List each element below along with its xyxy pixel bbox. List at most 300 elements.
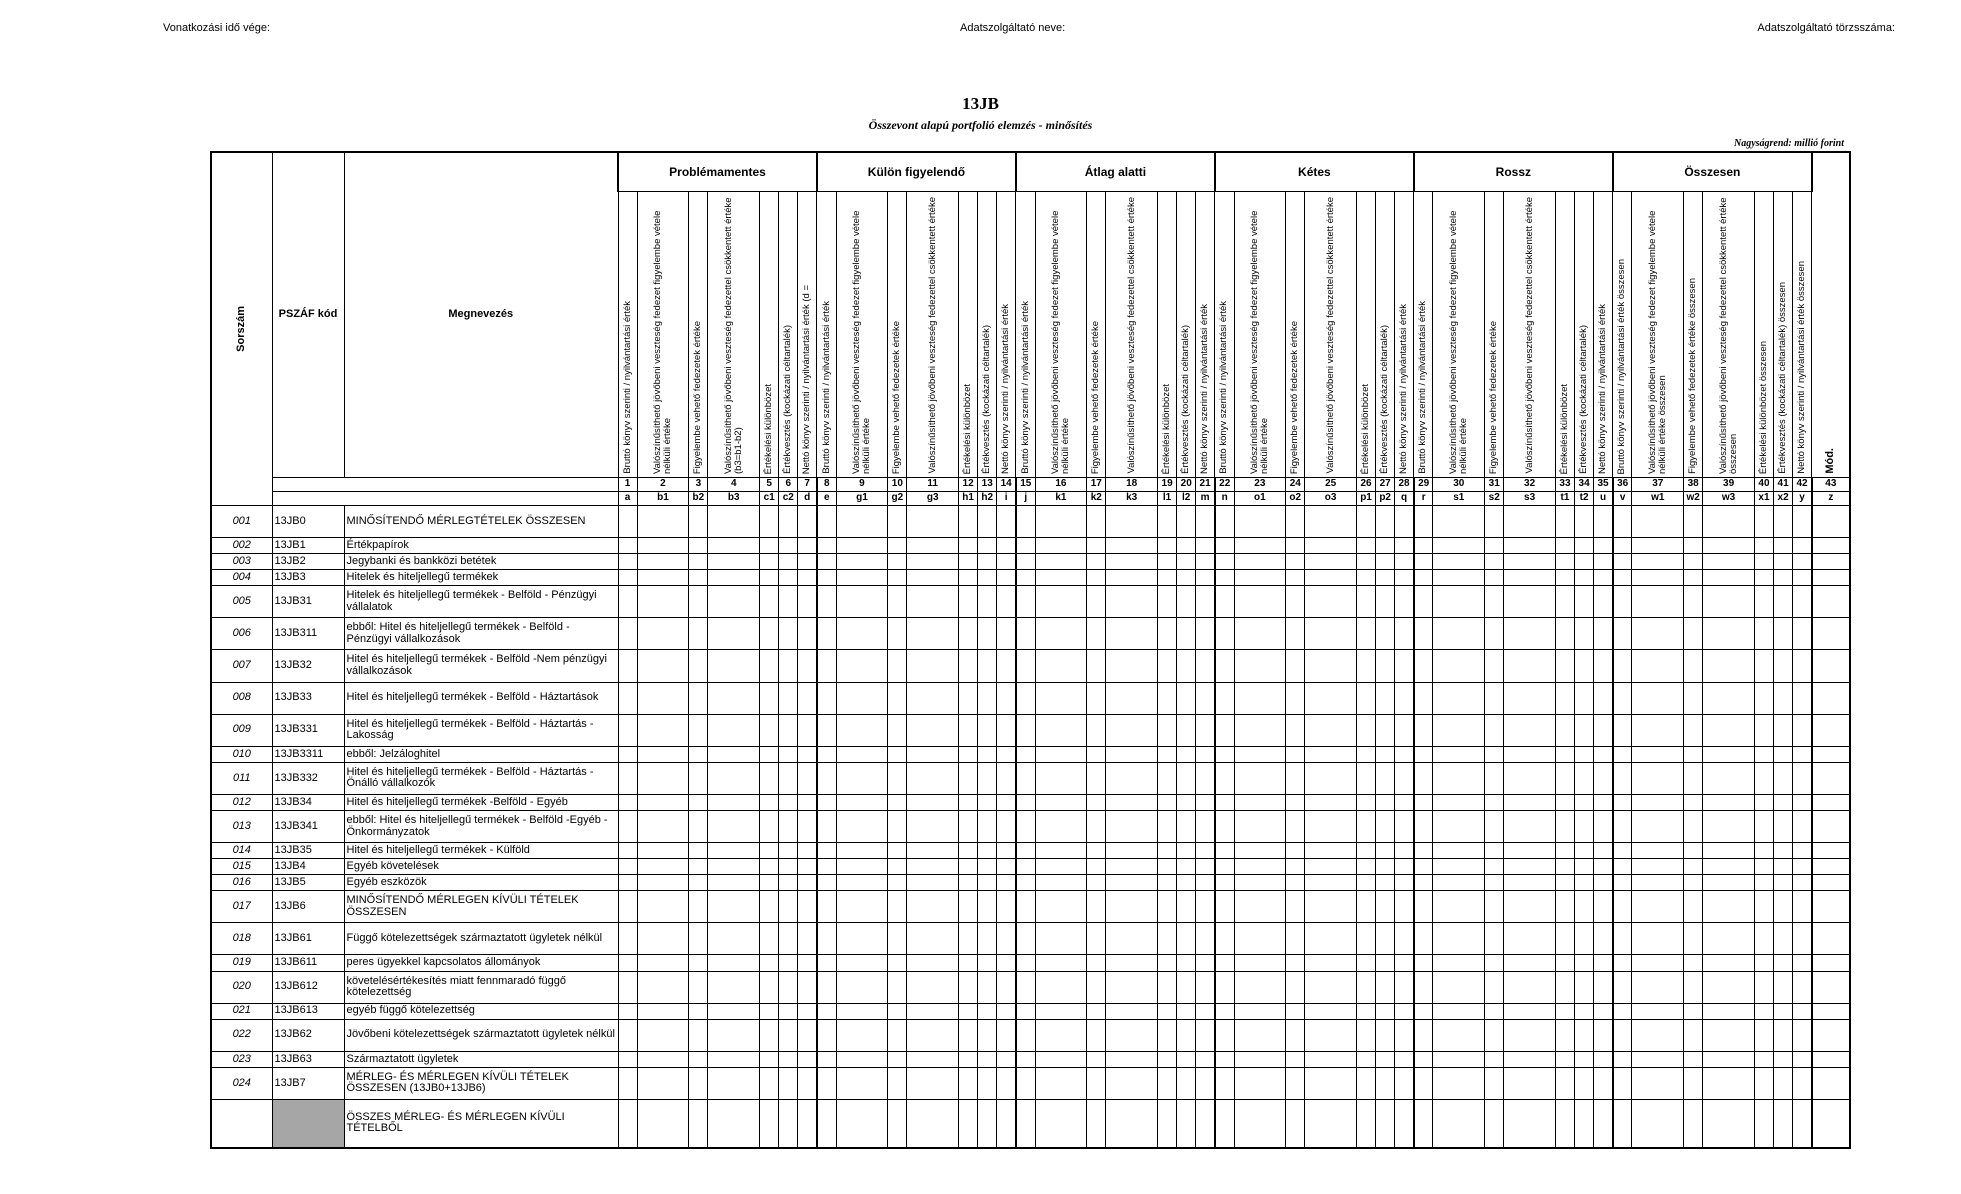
data-entry-cell[interactable] — [1376, 714, 1395, 746]
mod-entry-cell[interactable] — [1812, 875, 1850, 891]
data-entry-cell[interactable] — [978, 1099, 997, 1148]
data-entry-cell[interactable] — [1376, 1067, 1395, 1099]
data-entry-cell[interactable] — [1613, 923, 1632, 955]
data-entry-cell[interactable] — [798, 506, 817, 538]
data-entry-cell[interactable] — [1575, 1003, 1594, 1019]
data-entry-cell[interactable] — [689, 843, 708, 859]
mod-entry-cell[interactable] — [1812, 1067, 1850, 1099]
mod-entry-cell[interactable] — [1812, 1051, 1850, 1067]
data-entry-cell[interactable] — [1703, 891, 1755, 923]
data-entry-cell[interactable] — [1196, 506, 1215, 538]
data-entry-cell[interactable] — [689, 554, 708, 570]
data-entry-cell[interactable] — [1485, 1067, 1504, 1099]
data-entry-cell[interactable] — [1414, 955, 1433, 971]
data-entry-cell[interactable] — [1158, 923, 1177, 955]
data-entry-cell[interactable] — [1485, 923, 1504, 955]
data-entry-cell[interactable] — [1504, 586, 1556, 618]
data-entry-cell[interactable] — [1754, 554, 1773, 570]
mod-entry-cell[interactable] — [1812, 1019, 1850, 1051]
data-entry-cell[interactable] — [760, 714, 779, 746]
data-entry-cell[interactable] — [1305, 1051, 1357, 1067]
data-entry-cell[interactable] — [907, 714, 959, 746]
data-entry-cell[interactable] — [708, 650, 760, 682]
data-entry-cell[interactable] — [1376, 506, 1395, 538]
data-entry-cell[interactable] — [689, 859, 708, 875]
data-entry-cell[interactable] — [1575, 506, 1594, 538]
data-entry-cell[interactable] — [1305, 682, 1357, 714]
data-entry-cell[interactable] — [618, 1051, 637, 1067]
data-entry-cell[interactable] — [1215, 875, 1234, 891]
data-entry-cell[interactable] — [1177, 618, 1196, 650]
data-entry-cell[interactable] — [1106, 714, 1158, 746]
data-entry-cell[interactable] — [1395, 1099, 1414, 1148]
data-entry-cell[interactable] — [1286, 1051, 1305, 1067]
data-entry-cell[interactable] — [1087, 1019, 1106, 1051]
data-entry-cell[interactable] — [760, 538, 779, 554]
data-entry-cell[interactable] — [760, 971, 779, 1003]
data-entry-cell[interactable] — [618, 746, 637, 762]
data-entry-cell[interactable] — [637, 891, 689, 923]
data-entry-cell[interactable] — [1196, 1051, 1215, 1067]
data-entry-cell[interactable] — [1632, 1051, 1684, 1067]
data-entry-cell[interactable] — [1684, 875, 1703, 891]
data-entry-cell[interactable] — [997, 570, 1016, 586]
mod-entry-cell[interactable] — [1812, 811, 1850, 843]
data-entry-cell[interactable] — [1196, 794, 1215, 810]
data-entry-cell[interactable] — [817, 506, 836, 538]
data-entry-cell[interactable] — [888, 570, 907, 586]
data-entry-cell[interactable] — [1016, 650, 1035, 682]
data-entry-cell[interactable] — [689, 1099, 708, 1148]
data-entry-cell[interactable] — [1087, 714, 1106, 746]
data-entry-cell[interactable] — [708, 875, 760, 891]
data-entry-cell[interactable] — [1433, 891, 1485, 923]
data-entry-cell[interactable] — [1594, 570, 1613, 586]
data-entry-cell[interactable] — [1575, 811, 1594, 843]
data-entry-cell[interactable] — [1196, 682, 1215, 714]
data-entry-cell[interactable] — [1703, 682, 1755, 714]
data-entry-cell[interactable] — [1774, 570, 1793, 586]
data-entry-cell[interactable] — [1504, 682, 1556, 714]
data-entry-cell[interactable] — [1632, 1019, 1684, 1051]
data-entry-cell[interactable] — [1196, 586, 1215, 618]
data-entry-cell[interactable] — [618, 538, 637, 554]
data-entry-cell[interactable] — [1485, 1019, 1504, 1051]
data-entry-cell[interactable] — [708, 746, 760, 762]
data-entry-cell[interactable] — [888, 971, 907, 1003]
data-entry-cell[interactable] — [1684, 955, 1703, 971]
data-entry-cell[interactable] — [836, 746, 888, 762]
data-entry-cell[interactable] — [836, 570, 888, 586]
data-entry-cell[interactable] — [1177, 971, 1196, 1003]
data-entry-cell[interactable] — [1774, 955, 1793, 971]
data-entry-cell[interactable] — [1215, 762, 1234, 794]
data-entry-cell[interactable] — [1234, 682, 1286, 714]
data-entry-cell[interactable] — [1504, 506, 1556, 538]
data-entry-cell[interactable] — [1433, 762, 1485, 794]
data-entry-cell[interactable] — [997, 1019, 1016, 1051]
data-entry-cell[interactable] — [637, 570, 689, 586]
data-entry-cell[interactable] — [1215, 746, 1234, 762]
data-entry-cell[interactable] — [1177, 762, 1196, 794]
data-entry-cell[interactable] — [1594, 618, 1613, 650]
data-entry-cell[interactable] — [1158, 955, 1177, 971]
data-entry-cell[interactable] — [836, 618, 888, 650]
data-entry-cell[interactable] — [1376, 650, 1395, 682]
data-entry-cell[interactable] — [1684, 1051, 1703, 1067]
data-entry-cell[interactable] — [1158, 746, 1177, 762]
data-entry-cell[interactable] — [817, 538, 836, 554]
data-entry-cell[interactable] — [1016, 891, 1035, 923]
data-entry-cell[interactable] — [997, 794, 1016, 810]
data-entry-cell[interactable] — [1016, 955, 1035, 971]
data-entry-cell[interactable] — [1106, 682, 1158, 714]
data-entry-cell[interactable] — [637, 1051, 689, 1067]
data-entry-cell[interactable] — [1106, 811, 1158, 843]
mod-entry-cell[interactable] — [1812, 762, 1850, 794]
data-entry-cell[interactable] — [1414, 875, 1433, 891]
data-entry-cell[interactable] — [1703, 762, 1755, 794]
data-entry-cell[interactable] — [1087, 618, 1106, 650]
data-entry-cell[interactable] — [1215, 971, 1234, 1003]
data-entry-cell[interactable] — [1575, 538, 1594, 554]
data-entry-cell[interactable] — [1793, 538, 1812, 554]
data-entry-cell[interactable] — [1684, 971, 1703, 1003]
data-entry-cell[interactable] — [760, 682, 779, 714]
data-entry-cell[interactable] — [1632, 650, 1684, 682]
data-entry-cell[interactable] — [1395, 859, 1414, 875]
data-entry-cell[interactable] — [997, 682, 1016, 714]
data-entry-cell[interactable] — [1613, 1099, 1632, 1148]
mod-entry-cell[interactable] — [1812, 746, 1850, 762]
data-entry-cell[interactable] — [1305, 955, 1357, 971]
data-entry-cell[interactable] — [1793, 746, 1812, 762]
data-entry-cell[interactable] — [1177, 859, 1196, 875]
data-entry-cell[interactable] — [836, 1003, 888, 1019]
data-entry-cell[interactable] — [1234, 859, 1286, 875]
data-entry-cell[interactable] — [798, 570, 817, 586]
data-entry-cell[interactable] — [760, 859, 779, 875]
data-entry-cell[interactable] — [1035, 794, 1087, 810]
data-entry-cell[interactable] — [1613, 875, 1632, 891]
data-entry-cell[interactable] — [1106, 1067, 1158, 1099]
data-entry-cell[interactable] — [1555, 1067, 1574, 1099]
data-entry-cell[interactable] — [1016, 859, 1035, 875]
data-entry-cell[interactable] — [1106, 554, 1158, 570]
data-entry-cell[interactable] — [1035, 506, 1087, 538]
data-entry-cell[interactable] — [779, 1019, 798, 1051]
data-entry-cell[interactable] — [618, 554, 637, 570]
data-entry-cell[interactable] — [907, 618, 959, 650]
data-entry-cell[interactable] — [689, 538, 708, 554]
data-entry-cell[interactable] — [618, 762, 637, 794]
data-entry-cell[interactable] — [888, 843, 907, 859]
data-entry-cell[interactable] — [1356, 1051, 1375, 1067]
data-entry-cell[interactable] — [1395, 714, 1414, 746]
data-entry-cell[interactable] — [618, 955, 637, 971]
data-entry-cell[interactable] — [836, 794, 888, 810]
data-entry-cell[interactable] — [1196, 538, 1215, 554]
mod-entry-cell[interactable] — [1812, 1099, 1850, 1148]
data-entry-cell[interactable] — [1305, 506, 1357, 538]
data-entry-cell[interactable] — [997, 714, 1016, 746]
data-entry-cell[interactable] — [817, 923, 836, 955]
data-entry-cell[interactable] — [637, 682, 689, 714]
data-entry-cell[interactable] — [1414, 859, 1433, 875]
data-entry-cell[interactable] — [1575, 794, 1594, 810]
data-entry-cell[interactable] — [836, 843, 888, 859]
data-entry-cell[interactable] — [1613, 506, 1632, 538]
data-entry-cell[interactable] — [1035, 554, 1087, 570]
data-entry-cell[interactable] — [1793, 682, 1812, 714]
data-entry-cell[interactable] — [1215, 538, 1234, 554]
data-entry-cell[interactable] — [798, 586, 817, 618]
data-entry-cell[interactable] — [618, 923, 637, 955]
data-entry-cell[interactable] — [1305, 811, 1357, 843]
data-entry-cell[interactable] — [1215, 650, 1234, 682]
data-entry-cell[interactable] — [1703, 1003, 1755, 1019]
data-entry-cell[interactable] — [1594, 506, 1613, 538]
data-entry-cell[interactable] — [959, 875, 978, 891]
data-entry-cell[interactable] — [1395, 586, 1414, 618]
data-entry-cell[interactable] — [1414, 618, 1433, 650]
data-entry-cell[interactable] — [1774, 1003, 1793, 1019]
data-entry-cell[interactable] — [637, 971, 689, 1003]
data-entry-cell[interactable] — [1234, 1099, 1286, 1148]
data-entry-cell[interactable] — [1305, 570, 1357, 586]
data-entry-cell[interactable] — [1555, 586, 1574, 618]
data-entry-cell[interactable] — [1234, 891, 1286, 923]
data-entry-cell[interactable] — [907, 650, 959, 682]
data-entry-cell[interactable] — [836, 1019, 888, 1051]
data-entry-cell[interactable] — [997, 955, 1016, 971]
data-entry-cell[interactable] — [1684, 1003, 1703, 1019]
data-entry-cell[interactable] — [1356, 570, 1375, 586]
data-entry-cell[interactable] — [1035, 1067, 1087, 1099]
data-entry-cell[interactable] — [1395, 843, 1414, 859]
data-entry-cell[interactable] — [1215, 506, 1234, 538]
data-entry-cell[interactable] — [798, 682, 817, 714]
data-entry-cell[interactable] — [1485, 875, 1504, 891]
data-entry-cell[interactable] — [978, 843, 997, 859]
data-entry-cell[interactable] — [1703, 586, 1755, 618]
data-entry-cell[interactable] — [1376, 682, 1395, 714]
data-entry-cell[interactable] — [708, 1003, 760, 1019]
data-entry-cell[interactable] — [1774, 538, 1793, 554]
data-entry-cell[interactable] — [798, 891, 817, 923]
data-entry-cell[interactable] — [779, 1067, 798, 1099]
data-entry-cell[interactable] — [1594, 1003, 1613, 1019]
data-entry-cell[interactable] — [1613, 554, 1632, 570]
data-entry-cell[interactable] — [997, 554, 1016, 570]
data-entry-cell[interactable] — [1234, 1003, 1286, 1019]
data-entry-cell[interactable] — [1632, 955, 1684, 971]
data-entry-cell[interactable] — [779, 923, 798, 955]
data-entry-cell[interactable] — [959, 1067, 978, 1099]
data-entry-cell[interactable] — [1414, 1067, 1433, 1099]
data-entry-cell[interactable] — [708, 1067, 760, 1099]
data-entry-cell[interactable] — [817, 1051, 836, 1067]
data-entry-cell[interactable] — [1632, 746, 1684, 762]
data-entry-cell[interactable] — [1158, 1003, 1177, 1019]
data-entry-cell[interactable] — [1575, 554, 1594, 570]
data-entry-cell[interactable] — [1356, 875, 1375, 891]
data-entry-cell[interactable] — [1632, 1099, 1684, 1148]
data-entry-cell[interactable] — [1106, 875, 1158, 891]
data-entry-cell[interactable] — [1485, 506, 1504, 538]
data-entry-cell[interactable] — [1594, 843, 1613, 859]
data-entry-cell[interactable] — [1158, 762, 1177, 794]
data-entry-cell[interactable] — [817, 1067, 836, 1099]
data-entry-cell[interactable] — [1177, 1003, 1196, 1019]
data-entry-cell[interactable] — [1632, 891, 1684, 923]
data-entry-cell[interactable] — [907, 762, 959, 794]
data-entry-cell[interactable] — [959, 586, 978, 618]
data-entry-cell[interactable] — [1754, 762, 1773, 794]
data-entry-cell[interactable] — [779, 955, 798, 971]
data-entry-cell[interactable] — [637, 618, 689, 650]
data-entry-cell[interactable] — [817, 891, 836, 923]
data-entry-cell[interactable] — [1234, 762, 1286, 794]
data-entry-cell[interactable] — [1703, 811, 1755, 843]
data-entry-cell[interactable] — [1594, 1099, 1613, 1148]
data-entry-cell[interactable] — [1177, 506, 1196, 538]
data-entry-cell[interactable] — [1433, 586, 1485, 618]
data-entry-cell[interactable] — [689, 811, 708, 843]
data-entry-cell[interactable] — [1158, 554, 1177, 570]
data-entry-cell[interactable] — [1433, 1099, 1485, 1148]
data-entry-cell[interactable] — [1575, 586, 1594, 618]
data-entry-cell[interactable] — [1016, 794, 1035, 810]
data-entry-cell[interactable] — [1485, 746, 1504, 762]
data-entry-cell[interactable] — [888, 875, 907, 891]
data-entry-cell[interactable] — [1376, 875, 1395, 891]
data-entry-cell[interactable] — [689, 1067, 708, 1099]
data-entry-cell[interactable] — [1485, 955, 1504, 971]
data-entry-cell[interactable] — [1793, 794, 1812, 810]
data-entry-cell[interactable] — [817, 570, 836, 586]
data-entry-cell[interactable] — [1234, 586, 1286, 618]
data-entry-cell[interactable] — [1754, 923, 1773, 955]
data-entry-cell[interactable] — [689, 1019, 708, 1051]
data-entry-cell[interactable] — [779, 1051, 798, 1067]
data-entry-cell[interactable] — [1754, 1099, 1773, 1148]
data-entry-cell[interactable] — [1594, 746, 1613, 762]
data-entry-cell[interactable] — [1504, 1067, 1556, 1099]
data-entry-cell[interactable] — [1684, 1067, 1703, 1099]
data-entry-cell[interactable] — [1376, 746, 1395, 762]
data-entry-cell[interactable] — [637, 586, 689, 618]
data-entry-cell[interactable] — [836, 1099, 888, 1148]
data-entry-cell[interactable] — [1774, 923, 1793, 955]
data-entry-cell[interactable] — [1555, 746, 1574, 762]
data-entry-cell[interactable] — [888, 923, 907, 955]
mod-entry-cell[interactable] — [1812, 618, 1850, 650]
data-entry-cell[interactable] — [798, 618, 817, 650]
data-entry-cell[interactable] — [1504, 554, 1556, 570]
data-entry-cell[interactable] — [1016, 875, 1035, 891]
data-entry-cell[interactable] — [1793, 891, 1812, 923]
data-entry-cell[interactable] — [1684, 859, 1703, 875]
data-entry-cell[interactable] — [1575, 746, 1594, 762]
data-entry-cell[interactable] — [1414, 1099, 1433, 1148]
data-entry-cell[interactable] — [1774, 762, 1793, 794]
data-entry-cell[interactable] — [1774, 794, 1793, 810]
data-entry-cell[interactable] — [1286, 891, 1305, 923]
data-entry-cell[interactable] — [959, 955, 978, 971]
data-entry-cell[interactable] — [1774, 506, 1793, 538]
data-entry-cell[interactable] — [760, 570, 779, 586]
data-entry-cell[interactable] — [760, 554, 779, 570]
data-entry-cell[interactable] — [1035, 811, 1087, 843]
data-entry-cell[interactable] — [618, 650, 637, 682]
data-entry-cell[interactable] — [1196, 923, 1215, 955]
data-entry-cell[interactable] — [1774, 1067, 1793, 1099]
data-entry-cell[interactable] — [1504, 1003, 1556, 1019]
data-entry-cell[interactable] — [1016, 1019, 1035, 1051]
data-entry-cell[interactable] — [1632, 1067, 1684, 1099]
data-entry-cell[interactable] — [888, 746, 907, 762]
mod-entry-cell[interactable] — [1812, 859, 1850, 875]
data-entry-cell[interactable] — [1106, 538, 1158, 554]
data-entry-cell[interactable] — [1196, 1019, 1215, 1051]
data-entry-cell[interactable] — [1087, 762, 1106, 794]
data-entry-cell[interactable] — [1016, 1051, 1035, 1067]
data-entry-cell[interactable] — [689, 762, 708, 794]
data-entry-cell[interactable] — [836, 891, 888, 923]
data-entry-cell[interactable] — [1555, 1019, 1574, 1051]
data-entry-cell[interactable] — [1485, 859, 1504, 875]
data-entry-cell[interactable] — [1035, 762, 1087, 794]
data-entry-cell[interactable] — [1684, 746, 1703, 762]
data-entry-cell[interactable] — [1395, 923, 1414, 955]
data-entry-cell[interactable] — [888, 538, 907, 554]
data-entry-cell[interactable] — [1215, 843, 1234, 859]
data-entry-cell[interactable] — [1793, 859, 1812, 875]
mod-entry-cell[interactable] — [1812, 794, 1850, 810]
data-entry-cell[interactable] — [907, 875, 959, 891]
data-entry-cell[interactable] — [836, 586, 888, 618]
data-entry-cell[interactable] — [1504, 1019, 1556, 1051]
data-entry-cell[interactable] — [978, 1019, 997, 1051]
data-entry-cell[interactable] — [1376, 891, 1395, 923]
data-entry-cell[interactable] — [689, 746, 708, 762]
data-entry-cell[interactable] — [888, 762, 907, 794]
data-entry-cell[interactable] — [779, 538, 798, 554]
data-entry-cell[interactable] — [689, 971, 708, 1003]
data-entry-cell[interactable] — [708, 506, 760, 538]
data-entry-cell[interactable] — [1754, 650, 1773, 682]
data-entry-cell[interactable] — [1215, 923, 1234, 955]
data-entry-cell[interactable] — [1158, 811, 1177, 843]
data-entry-cell[interactable] — [1575, 971, 1594, 1003]
data-entry-cell[interactable] — [1196, 1067, 1215, 1099]
data-entry-cell[interactable] — [1594, 1051, 1613, 1067]
data-entry-cell[interactable] — [1158, 714, 1177, 746]
data-entry-cell[interactable] — [1555, 538, 1574, 554]
data-entry-cell[interactable] — [888, 794, 907, 810]
data-entry-cell[interactable] — [689, 586, 708, 618]
data-entry-cell[interactable] — [1177, 811, 1196, 843]
data-entry-cell[interactable] — [1555, 1051, 1574, 1067]
data-entry-cell[interactable] — [1433, 1051, 1485, 1067]
data-entry-cell[interactable] — [1774, 746, 1793, 762]
data-entry-cell[interactable] — [1215, 1099, 1234, 1148]
data-entry-cell[interactable] — [1196, 554, 1215, 570]
data-entry-cell[interactable] — [1504, 1099, 1556, 1148]
data-entry-cell[interactable] — [1087, 506, 1106, 538]
data-entry-cell[interactable] — [689, 1051, 708, 1067]
